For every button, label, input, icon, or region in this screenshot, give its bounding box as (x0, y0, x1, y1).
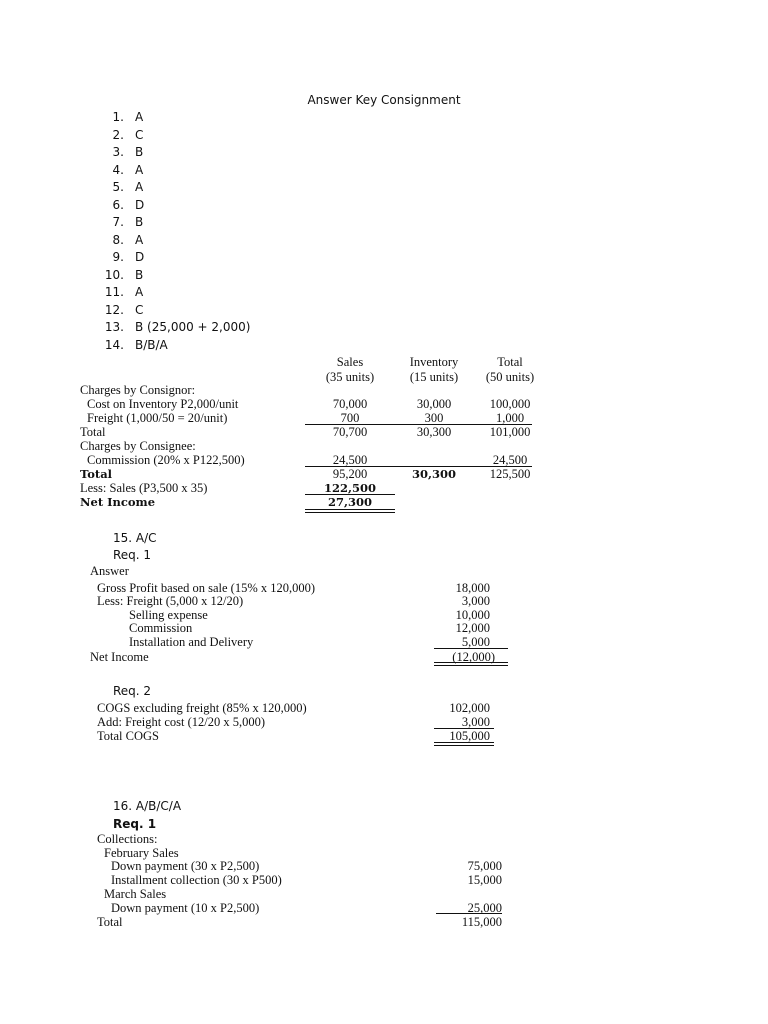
row-label: Charges by Consignee: (80, 439, 196, 453)
page-title: Answer Key Consignment (307, 93, 461, 107)
row-label: Down payment (10 x P2,500) (111, 901, 260, 915)
column-header: Total (497, 355, 523, 369)
row-label: February Sales (104, 846, 179, 860)
answer-value: D (135, 250, 145, 264)
answer-value: C (135, 302, 144, 317)
answer-number: 6. (112, 197, 124, 212)
row-label: Add: Freight cost (12/20 x 5,000) (97, 715, 266, 729)
answer-number: 9. (112, 250, 124, 264)
row-label: Down payment (30 x P2,500) (111, 859, 260, 873)
row-label: COGS excluding freight (85% x 120,000) (97, 701, 307, 715)
total-value: 115,000 (461, 915, 502, 929)
total-label: Total COGS (97, 729, 159, 743)
answer-value: B (135, 215, 144, 229)
answer-number: 5. (112, 180, 124, 194)
answer-value: A (135, 285, 144, 299)
total-label: Total (97, 915, 123, 929)
req-label: Req. 1 (113, 548, 152, 562)
column-header: Sales (336, 355, 364, 369)
divider (436, 913, 502, 914)
row-label: Installment collection (30 x P500) (111, 873, 282, 887)
row-value: 25,000 (467, 901, 502, 915)
answer-number: 11. (104, 285, 124, 299)
row-label: Less: Freight (5,000 x 12/20) (97, 594, 244, 608)
column-header: (50 units) (485, 370, 535, 384)
answer-value: B (25,000 + 2,000) (135, 320, 251, 334)
sales-cell: 70,700 (332, 425, 368, 439)
column-header: Inventory (409, 355, 459, 369)
row-value: 3,000 (461, 715, 490, 729)
sales-cell: 700 (340, 411, 360, 425)
row-value: 75,000 (467, 859, 502, 873)
row-label: Charges by Consignor: (80, 383, 196, 397)
row-value: 102,000 (449, 701, 490, 715)
answer-value: C (135, 127, 144, 142)
row-value: 5,000 (461, 635, 490, 649)
row-value: 10,000 (455, 608, 490, 622)
answer-number: 7. (112, 215, 124, 229)
net-income-value: (12,000) (452, 650, 495, 664)
answer-value: D (135, 197, 145, 212)
answer-value: B/B/A (135, 337, 168, 352)
total-cell: 100,000 (489, 397, 531, 411)
answer-value: A (135, 180, 144, 194)
double-underline (434, 662, 508, 666)
row-label: Total (80, 467, 113, 481)
answer-number: 10. (104, 267, 124, 282)
question-heading: 15. A/C (113, 531, 157, 545)
total-cell: 101,000 (489, 425, 531, 439)
row-label: Installation and Delivery (129, 635, 254, 649)
total-cell: 125,500 (489, 467, 531, 481)
column-header: (35 units) (325, 370, 375, 384)
row-value: 12,000 (455, 621, 490, 635)
row-value: 18,000 (455, 581, 490, 595)
inventory-cell: 300 (424, 411, 444, 425)
row-label: Commission (129, 621, 193, 635)
inventory-cell: 30,000 (416, 397, 452, 411)
answer-number: 3. (112, 145, 124, 159)
net-income-value: 27,300 (327, 495, 372, 509)
answer-value: A (135, 162, 144, 177)
sales-cell: 24,500 (332, 453, 368, 467)
net-income-label: Net Income (80, 495, 156, 509)
answer-number: 14. (104, 337, 124, 352)
row-label: Cost on Inventory P2,000/unit (87, 397, 239, 411)
net-income-label: Net Income (90, 650, 149, 664)
answer-value: B (135, 145, 144, 159)
row-value: 15,000 (467, 873, 502, 887)
question-heading: 16. A/B/C/A (113, 799, 182, 813)
total-value: 105,000 (449, 729, 490, 743)
sales-cell: 70,000 (332, 397, 368, 411)
total-cell: 24,500 (492, 453, 528, 467)
req-label: Req. 1 (113, 817, 157, 831)
double-underline (434, 742, 494, 746)
req-label: Req. 2 (113, 684, 152, 698)
sales-cell: 122,500 (323, 481, 376, 495)
answer-number: 8. (112, 232, 124, 247)
row-label: Commission (20% x P122,500) (87, 453, 245, 467)
sales-cell: 95,200 (332, 467, 368, 481)
row-label: Selling expense (129, 608, 208, 622)
answer-number: 4. (112, 162, 124, 177)
row-label: Total (80, 425, 106, 439)
row-value: 3,000 (461, 594, 490, 608)
row-label: March Sales (104, 887, 167, 901)
divider (434, 648, 508, 649)
answer-number: 13. (104, 320, 124, 334)
row-label: Less: Sales (P3,500 x 35) (80, 481, 208, 495)
answer-number: 1. (112, 110, 124, 124)
row-label: Collections: (97, 832, 158, 846)
answer-label: Answer (90, 564, 129, 578)
row-label: Freight (1,000/50 = 20/unit) (87, 411, 228, 425)
answer-number: 2. (112, 127, 124, 142)
double-underline (305, 509, 395, 513)
row-label: Gross Profit based on sale (15% x 120,000) (97, 581, 316, 595)
answer-value: A (135, 232, 144, 247)
inventory-cell: 30,300 (416, 425, 452, 439)
total-cell: 1,000 (495, 411, 525, 425)
answer-number: 12. (104, 302, 124, 317)
inventory-cell: 30,300 (411, 467, 456, 481)
column-header: (15 units) (409, 370, 459, 384)
answer-value: A (135, 110, 144, 124)
answer-value: B (135, 267, 144, 282)
